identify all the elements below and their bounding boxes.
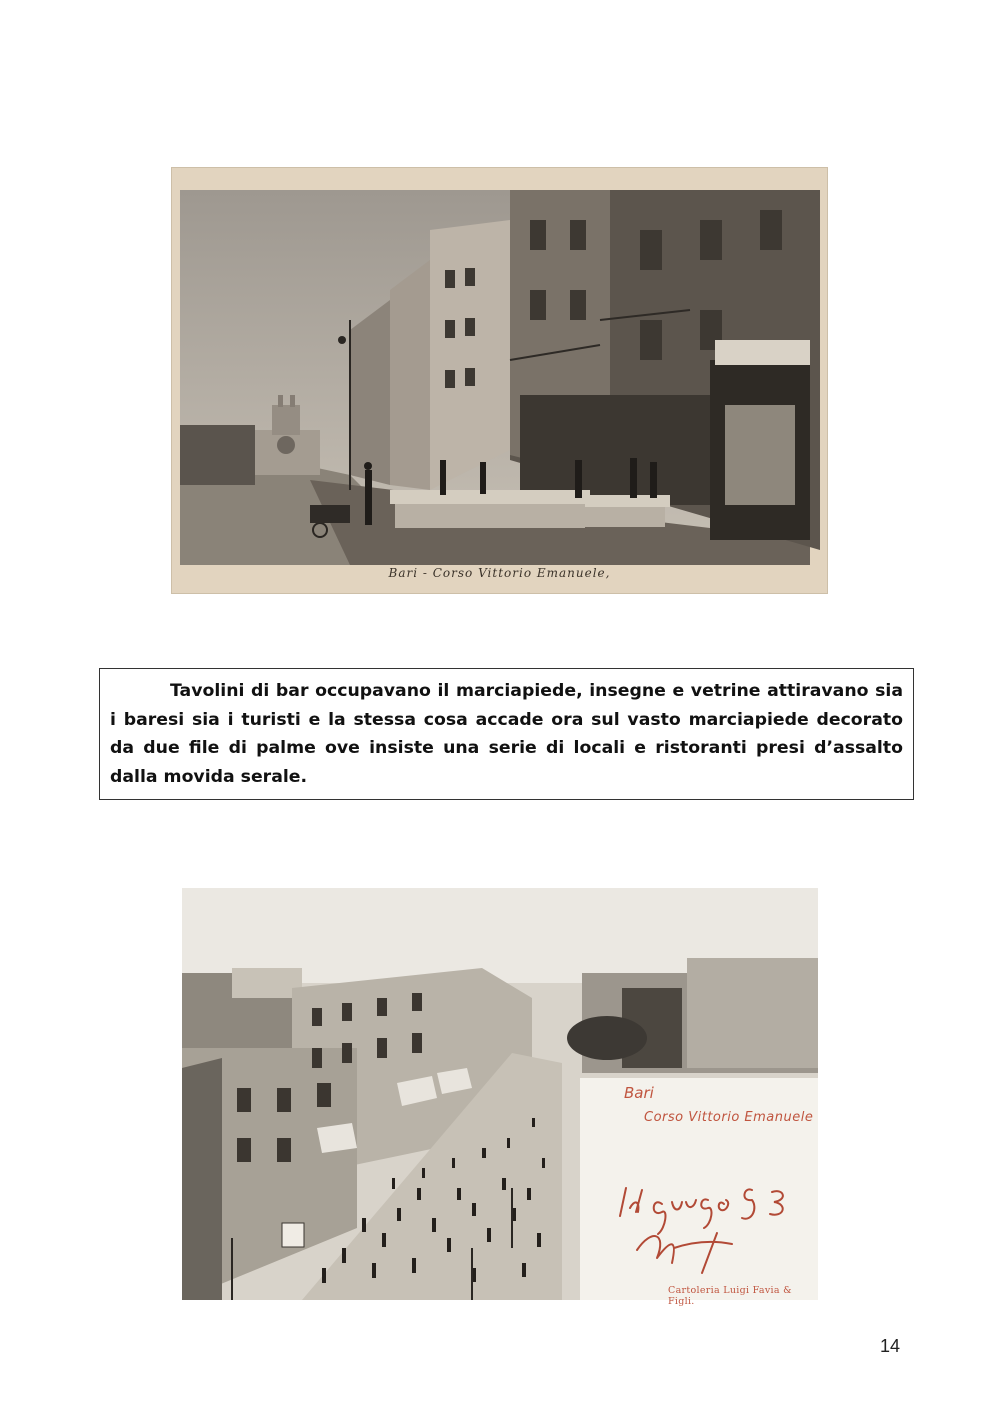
postcard-top-caption: Bari - Corso Vittorio Emanuele,: [388, 566, 611, 580]
description-box: [99, 668, 914, 800]
postcard-publisher: Cartoleria Luigi Favia & Figli.: [668, 1285, 792, 1307]
description-paragraph: Tavolini di bar occupavano il marciapiede, insegne e vetrine attiravano sia i baresi sia i turisti e la stessa cosa accade ora sul vasto marciapiede decorato da due file di palme ove insiste una serie di locali e ristoranti presi d’assalto dalla movida serale.: [110, 681, 903, 787]
street-scene-image: [180, 190, 810, 565]
page-number: 14: [880, 1336, 901, 1356]
postcard-city-title: Bari: [624, 1084, 654, 1102]
postcard-bottom: [182, 888, 818, 1307]
handwritten-note: [612, 1178, 812, 1278]
postcard-top-photo: [180, 190, 810, 565]
postcard-top: [172, 168, 827, 593]
postcard-street-title: Corso Vittorio Emanuele: [644, 1110, 814, 1125]
